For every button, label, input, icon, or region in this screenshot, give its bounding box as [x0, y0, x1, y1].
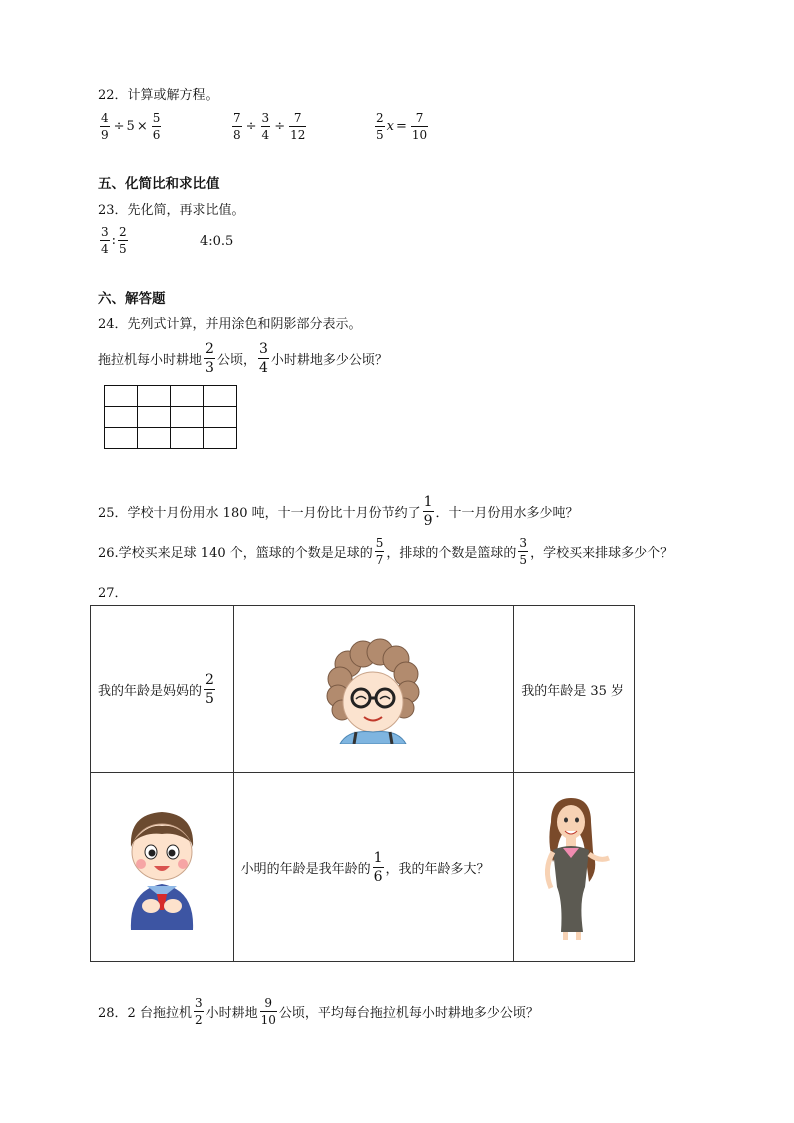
fraction: $\frac{3}{4}$	[261, 111, 270, 142]
q22-title: 22．计算或解方程。	[98, 88, 219, 103]
q23-ratio-2: 4:0.5	[200, 234, 234, 249]
q23-ratio-1: $\frac{3}{4}$ : $\frac{2}{5}$	[101, 225, 127, 256]
fraction: $\frac{3}{2}$	[194, 996, 203, 1027]
fraction: $\frac{9}{10}$	[260, 996, 276, 1027]
fraction: $\frac{7}{8}$	[233, 111, 241, 142]
fraction: $\frac{1}{6}$	[373, 849, 383, 885]
grid-cell[interactable]	[105, 428, 138, 449]
fraction: $\frac{2}{5}$	[376, 111, 384, 142]
grid-cell[interactable]	[138, 428, 171, 449]
grid-cell[interactable]	[105, 407, 138, 428]
q27-cell-grandma-picture	[233, 606, 514, 773]
q26-question: 26.学校买来足球 140 个，篮球的个数是足球的 $\frac{5}{7}$ ，排球的个数是篮球的 $\frac{3}{5}$ ，学校买来排球多少个？	[98, 536, 674, 567]
grid-cell[interactable]	[204, 407, 237, 428]
q23-title: 23．先化简，再求比值。	[98, 203, 245, 218]
q27-cell-mother-picture	[514, 773, 635, 962]
fraction: $\frac{5}{7}$	[375, 536, 384, 567]
section-5-heading: 五、化简比和求比值	[98, 176, 220, 192]
grid-cell[interactable]	[138, 407, 171, 428]
q25-question: 25．学校十月份用水 180 吨，十一月份比十月份节约了 $\frac{1}{9}$ ．十一月份用水多少吨？	[98, 494, 579, 529]
fraction: $\frac{2}{3}$	[205, 341, 214, 376]
grid-cell[interactable]	[105, 386, 138, 407]
fraction: $\frac{5}{6}$	[152, 111, 161, 142]
q27-cell-question: 小明的年龄是我年龄的 $\frac{1}{6}$ ，我的年龄多大？	[233, 773, 514, 962]
q27-title: 27．	[98, 586, 128, 601]
q27-table	[90, 605, 635, 962]
fraction: $\frac{7}{10}$	[411, 111, 428, 142]
q27-cell-daughter-text: 我的年龄是妈妈的 $\frac{2}{5}$	[91, 606, 234, 773]
fraction: $\frac{2}{5}$	[119, 225, 127, 256]
grid-cell[interactable]	[171, 407, 204, 428]
q27-cell-mother-text: 我的年龄是 35 岁	[514, 606, 635, 773]
fraction: $\frac{4}{9}$	[101, 111, 109, 142]
fraction: $\frac{7}{12}$	[290, 111, 306, 142]
grandma-cartoon-icon	[318, 634, 428, 744]
boy-cartoon-icon	[117, 802, 207, 932]
grid-cell[interactable]	[171, 428, 204, 449]
grid-cell[interactable]	[204, 428, 237, 449]
q24-title: 24．先列式计算，并用涂色和阴影部分表示。	[98, 317, 362, 332]
grid-cell[interactable]	[138, 386, 171, 407]
q24-question: 拖拉机每小时耕地 $\frac{2}{3}$ 公顷， $\frac{3}{4}$ 小时耕地多少公顷？	[98, 341, 388, 376]
q27-cell-boy-picture	[91, 773, 234, 962]
fraction: $\frac{3}{5}$	[519, 536, 528, 567]
q22-equation-3: $\frac{2}{5}$ x = $\frac{7}{10}$	[376, 111, 428, 142]
fraction: $\frac{3}{4}$	[101, 225, 109, 256]
shading-grid	[104, 385, 237, 449]
q22-expression-2: $\frac{7}{8}$ ÷ $\frac{3}{4}$ ÷ $\frac{7}{12}$	[233, 111, 306, 142]
grid-cell[interactable]	[204, 386, 237, 407]
q22-expression-1: $\frac{4}{9}$ ÷ 5 × $\frac{5}{6}$	[101, 111, 161, 142]
fraction: $\frac{3}{4}$	[258, 341, 268, 376]
q28-question: 28．2 台拖拉机 $\frac{3}{2}$ 小时耕地 $\frac{9}{10}$ 公顷，平均每台拖拉机每小时耕地多少公顷？	[98, 996, 539, 1027]
mother-cartoon-icon	[529, 792, 619, 942]
fraction: $\frac{1}{9}$	[423, 494, 433, 529]
section-6-heading: 六、解答题	[98, 291, 166, 307]
fraction: $\frac{2}{5}$	[205, 671, 214, 707]
grid-cell[interactable]	[171, 386, 204, 407]
